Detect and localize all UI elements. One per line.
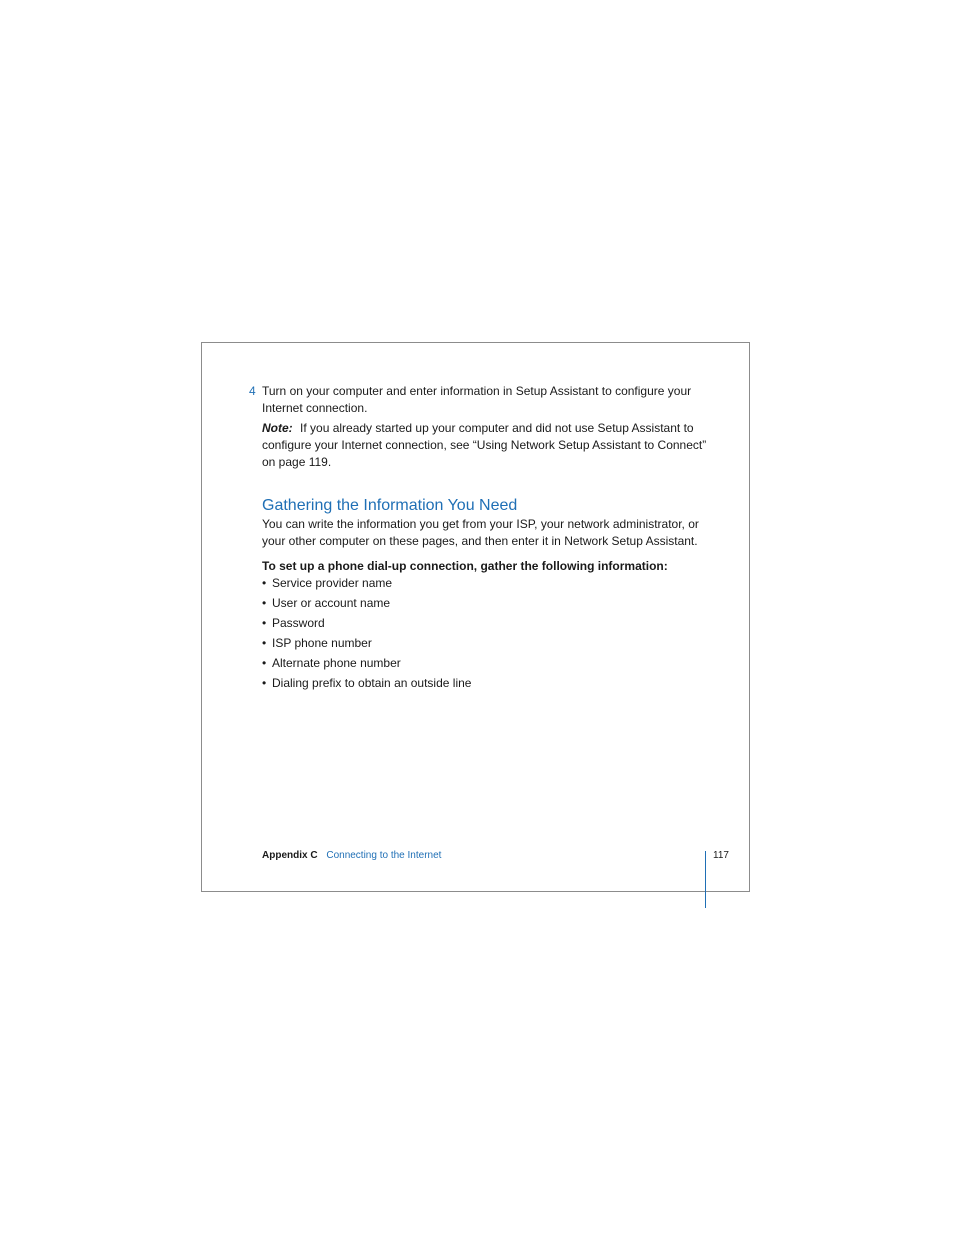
list-item-text: Service provider name — [272, 576, 393, 590]
bullet: • — [262, 596, 267, 610]
section-intro: You can write the information you get from your ISP, your network administrator, or your other computer on these pages, and then enter it in Network Setup Assistant. — [262, 517, 699, 548]
page-number: 117 — [713, 850, 729, 861]
list-item-text: Password — [272, 616, 325, 630]
list-item — [262, 595, 712, 615]
section-lead: To set up a phone dial-up connection, gather the following information: — [262, 559, 668, 573]
bullet: • — [262, 636, 267, 650]
page-footer — [262, 849, 441, 863]
list-item — [262, 635, 712, 655]
note-text: If you already started up your computer and did not use Setup Assistant to configure your Internet connection, see “Using Network Setup Assistant to Connect” on page 119. — [262, 421, 707, 469]
bullet: • — [262, 576, 267, 590]
list-item — [262, 615, 712, 635]
list-item — [262, 655, 712, 675]
step-4 — [249, 383, 712, 417]
step-text: Turn on your computer and enter information in Setup Assistant to configure your Internet connection. — [262, 384, 692, 415]
note-label: Note: — [262, 421, 293, 435]
list-item-text: ISP phone number — [272, 636, 372, 650]
note — [262, 420, 712, 471]
section-heading: Gathering the Information You Need — [262, 497, 518, 514]
footer-appendix: Appendix C — [262, 850, 318, 861]
list-item-text: User or account name — [272, 596, 391, 610]
bullet: • — [262, 676, 267, 690]
footer-divider — [705, 851, 706, 908]
footer-chapter: Connecting to the Internet — [326, 850, 442, 861]
list-item-text: Alternate phone number — [272, 656, 401, 670]
list-item — [262, 675, 712, 695]
bullet: • — [262, 656, 267, 670]
list-item — [262, 575, 712, 595]
list-item-text: Dialing prefix to obtain an outside line — [272, 676, 472, 690]
bullet: • — [262, 616, 267, 630]
step-number: 4 — [249, 384, 256, 398]
info-list — [262, 575, 712, 695]
page-content — [249, 383, 712, 695]
